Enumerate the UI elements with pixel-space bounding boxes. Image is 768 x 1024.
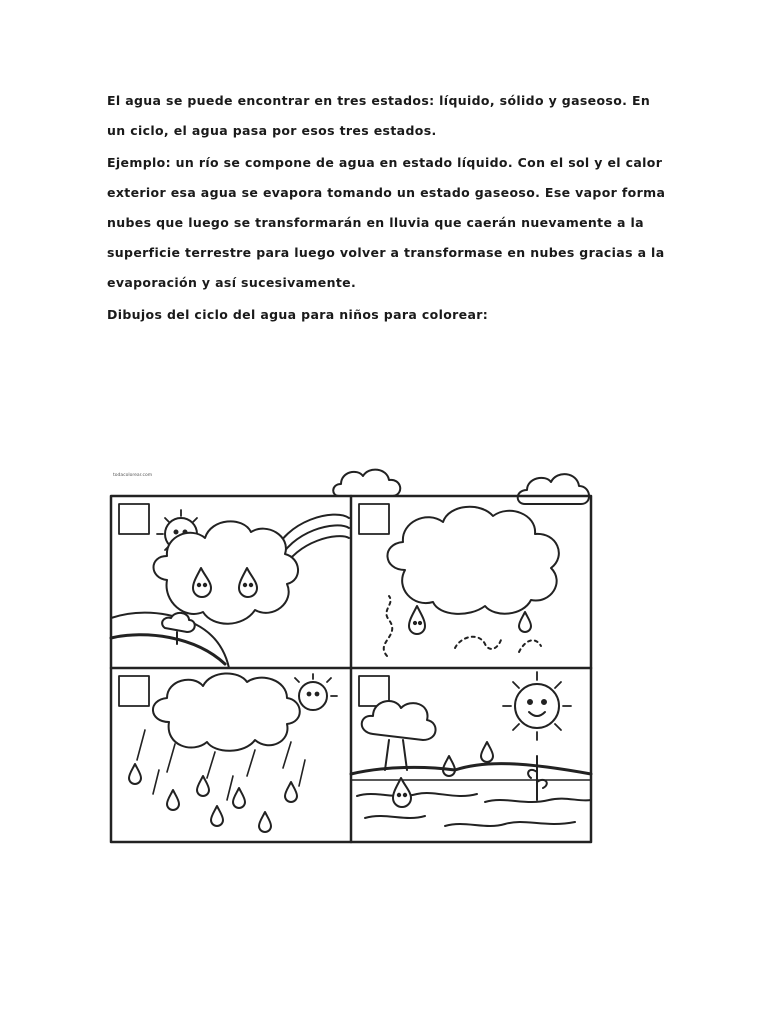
coloring-heading: Dibujos del ciclo del agua para niños para colorear: — [107, 307, 489, 322]
article-text — [107, 86, 667, 330]
number-box-3 — [119, 676, 149, 706]
example-paragraph: Ejemplo: un río se compone de agua en estado líquido. Con el sol y el calor exterior esa agua se evapora tomando un estado gaseoso. Ese vapor forma nubes que luego se transformarán en lluvia que caerán nuevamente a la superficie terrestre para luego volver a transformase en nubes gracias a la evaporación y así sucesivamente. — [107, 155, 666, 290]
intro-paragraph: El agua se puede encontrar en tres estados: líquido, sólido y gaseoso. En un ciclo, el agua pasa por esos tres estados. — [107, 93, 651, 138]
panel-3-rain — [129, 673, 337, 832]
top-cloud-right — [518, 474, 589, 504]
panel-4-river-landscape — [351, 672, 591, 826]
water-cycle-coloring-image — [105, 460, 605, 852]
panel-2-evaporation — [384, 507, 559, 656]
number-box-2 — [359, 504, 389, 534]
top-cloud-left — [333, 470, 400, 496]
image-credit: todacolorear.com — [113, 473, 153, 478]
number-box-1 — [119, 504, 149, 534]
